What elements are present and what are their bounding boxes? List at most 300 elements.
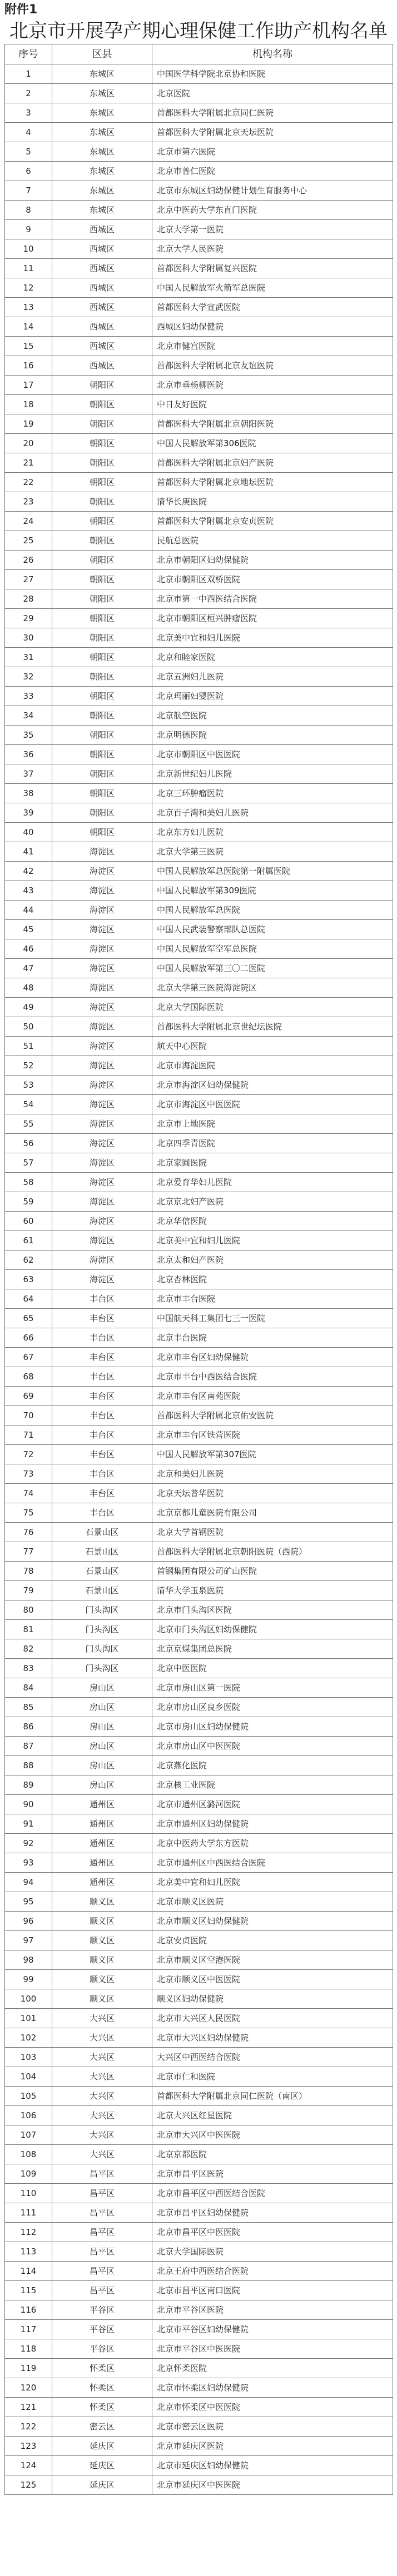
row-index: 40 <box>5 823 52 842</box>
row-district: 昌平区 <box>52 2242 152 2262</box>
table-row <box>5 570 393 589</box>
row-institution-name: 北京市丰台区南苑医院 <box>152 1387 393 1406</box>
row-district: 朝阳区 <box>52 648 152 667</box>
table-row <box>5 726 393 745</box>
row-institution-name: 北京和美妇儿医院 <box>152 1464 393 1484</box>
row-index: 7 <box>5 181 52 201</box>
row-index: 26 <box>5 551 52 570</box>
row-district: 西城区 <box>52 298 152 317</box>
table-row <box>5 648 393 667</box>
row-institution-name: 北京市朝阳区中医医院 <box>152 745 393 764</box>
row-institution-name: 顺义区妇幼保健院 <box>152 1989 393 2009</box>
row-index: 37 <box>5 764 52 784</box>
row-district: 丰台区 <box>52 1387 152 1406</box>
row-index: 107 <box>5 2125 52 2145</box>
row-index: 23 <box>5 492 52 512</box>
row-institution-name: 北京新世纪妇儿医院 <box>152 764 393 784</box>
table-row <box>5 1212 393 1231</box>
table-row <box>5 1542 393 1562</box>
page-title: 北京市开展孕产期心理保健工作助产机构名单 <box>9 20 388 42</box>
row-institution-name: 北京市朝阳区桓兴肿瘤医院 <box>152 609 393 628</box>
row-index: 98 <box>5 1950 52 1970</box>
row-district: 丰台区 <box>52 1503 152 1523</box>
row-institution-name: 北京中医药大学东方医院 <box>152 1834 393 1853</box>
row-institution-name: 北京核工业医院 <box>152 1775 393 1795</box>
table-row <box>5 939 393 959</box>
table-row <box>5 531 393 551</box>
row-district: 通州区 <box>52 1853 152 1873</box>
table-row <box>5 2164 393 2184</box>
row-district: 东城区 <box>52 84 152 103</box>
row-index: 58 <box>5 1173 52 1192</box>
table-row <box>5 1931 393 1950</box>
row-district: 朝阳区 <box>52 823 152 842</box>
row-district: 昌平区 <box>52 2184 152 2203</box>
column-header-index: 序号 <box>5 44 52 64</box>
row-institution-name: 北京市海淀医院 <box>152 1056 393 1076</box>
row-district: 朝阳区 <box>52 589 152 609</box>
row-district: 海淀区 <box>52 978 152 998</box>
row-institution-name: 北京大兴区红星医院 <box>152 2106 393 2125</box>
table-row <box>5 2262 393 2281</box>
row-district: 昌平区 <box>52 2281 152 2300</box>
table-row <box>5 1737 393 1756</box>
row-institution-name: 首钢集团有限公司矿山医院 <box>152 1562 393 1581</box>
row-district: 朝阳区 <box>52 609 152 628</box>
row-index: 57 <box>5 1153 52 1173</box>
table-row <box>5 1406 393 1425</box>
row-district: 西城区 <box>52 337 152 356</box>
row-district: 昌平区 <box>52 2223 152 2242</box>
table-row <box>5 1445 393 1464</box>
row-institution-name: 北京市昌平区中医医院 <box>152 2223 393 2242</box>
row-institution-name: 大兴区中西医结合医院 <box>152 2048 393 2067</box>
row-index: 123 <box>5 2437 52 2456</box>
table-row <box>5 1309 393 1328</box>
row-index: 35 <box>5 726 52 745</box>
row-institution-name: 北京京煤集团总医院 <box>152 1639 393 1659</box>
table-row <box>5 1231 393 1251</box>
row-district: 大兴区 <box>52 2106 152 2125</box>
row-district: 延庆区 <box>52 2437 152 2456</box>
row-district: 朝阳区 <box>52 745 152 764</box>
row-index: 54 <box>5 1095 52 1114</box>
row-index: 51 <box>5 1037 52 1056</box>
row-index: 93 <box>5 1853 52 1873</box>
table-row <box>5 2456 393 2475</box>
row-institution-name: 首都医科大学附属北京友谊医院 <box>152 356 393 376</box>
row-institution-name: 北京丰台医院 <box>152 1328 393 1348</box>
row-index: 20 <box>5 434 52 453</box>
row-index: 33 <box>5 687 52 706</box>
row-index: 99 <box>5 1970 52 1989</box>
table-row <box>5 1620 393 1639</box>
table-row <box>5 1678 393 1698</box>
row-index: 5 <box>5 142 52 162</box>
row-index: 108 <box>5 2145 52 2164</box>
row-institution-name: 北京怀柔医院 <box>152 2359 393 2378</box>
table-row <box>5 978 393 998</box>
row-institution-name: 首都医科大学附属北京朝阳医院（西院） <box>152 1542 393 1562</box>
row-index: 16 <box>5 356 52 376</box>
table-row <box>5 823 393 842</box>
table-row <box>5 181 393 201</box>
row-district: 海淀区 <box>52 1037 152 1056</box>
row-index: 105 <box>5 2087 52 2106</box>
row-district: 大兴区 <box>52 2067 152 2087</box>
row-index: 110 <box>5 2184 52 2203</box>
table-row <box>5 2320 393 2339</box>
table-row <box>5 1659 393 1678</box>
row-index: 24 <box>5 512 52 531</box>
row-institution-name: 北京百子湾和美妇儿医院 <box>152 803 393 823</box>
row-index: 117 <box>5 2320 52 2339</box>
row-index: 103 <box>5 2048 52 2067</box>
row-institution-name: 北京市房山区妇幼保健院 <box>152 1717 393 1737</box>
table-row <box>5 1367 393 1387</box>
row-index: 70 <box>5 1406 52 1425</box>
row-district: 丰台区 <box>52 1445 152 1464</box>
table-row <box>5 1017 393 1037</box>
table-row <box>5 1328 393 1348</box>
row-institution-name: 中国人民解放军火箭军总医院 <box>152 278 393 298</box>
row-index: 17 <box>5 376 52 395</box>
row-district: 西城区 <box>52 278 152 298</box>
row-index: 15 <box>5 337 52 356</box>
row-index: 96 <box>5 1912 52 1931</box>
row-institution-name: 北京市上地医院 <box>152 1114 393 1134</box>
row-district: 大兴区 <box>52 2145 152 2164</box>
row-index: 100 <box>5 1989 52 2009</box>
row-district: 海淀区 <box>52 1056 152 1076</box>
row-institution-name: 中国人民解放军第306医院 <box>152 434 393 453</box>
row-district: 丰台区 <box>52 1289 152 1309</box>
row-district: 海淀区 <box>52 1114 152 1134</box>
row-index: 50 <box>5 1017 52 1037</box>
row-index: 12 <box>5 278 52 298</box>
row-district: 海淀区 <box>52 959 152 978</box>
row-district: 西城区 <box>52 220 152 239</box>
row-district: 怀柔区 <box>52 2378 152 2398</box>
row-district: 海淀区 <box>52 1251 152 1270</box>
row-institution-name: 北京大学第一医院 <box>152 220 393 239</box>
row-institution-name: 北京市通州区中西医结合医院 <box>152 1853 393 1873</box>
table-row <box>5 2203 393 2223</box>
row-district: 海淀区 <box>52 1173 152 1192</box>
row-district: 房山区 <box>52 1775 152 1795</box>
row-institution-name: 北京市顺义区医院 <box>152 1892 393 1912</box>
table-row <box>5 803 393 823</box>
row-index: 118 <box>5 2339 52 2359</box>
row-institution-name: 北京王府中西医结合医院 <box>152 2262 393 2281</box>
row-district: 平谷区 <box>52 2320 152 2339</box>
table-row <box>5 1173 393 1192</box>
row-index: 36 <box>5 745 52 764</box>
row-institution-name: 中国人民武装警察部队总医院 <box>152 920 393 939</box>
row-institution-name: 北京市平谷区中医医院 <box>152 2339 393 2359</box>
row-district: 海淀区 <box>52 1095 152 1114</box>
row-district: 东城区 <box>52 103 152 123</box>
row-index: 39 <box>5 803 52 823</box>
row-district: 石景山区 <box>52 1562 152 1581</box>
row-institution-name: 首都医科大学附属北京安贞医院 <box>152 512 393 531</box>
attachment-label: 附件1 <box>4 3 38 17</box>
table-row <box>5 1795 393 1814</box>
row-index: 63 <box>5 1270 52 1289</box>
row-institution-name: 北京美中宜和妇儿医院 <box>152 1873 393 1892</box>
row-index: 14 <box>5 317 52 337</box>
table-row <box>5 1814 393 1834</box>
table-row <box>5 609 393 628</box>
row-institution-name: 北京市顺义区中医医院 <box>152 1970 393 1989</box>
table-row <box>5 1114 393 1134</box>
table-row <box>5 1892 393 1912</box>
table-row <box>5 998 393 1017</box>
row-institution-name: 北京大学首钢医院 <box>152 1523 393 1542</box>
row-institution-name: 北京大学第三医院海淀院区 <box>152 978 393 998</box>
row-institution-name: 北京大学国际医院 <box>152 2242 393 2262</box>
row-index: 79 <box>5 1581 52 1600</box>
table-row <box>5 2398 393 2417</box>
row-district: 房山区 <box>52 1756 152 1775</box>
row-institution-name: 民航总医院 <box>152 531 393 551</box>
table-row <box>5 2028 393 2048</box>
row-institution-name: 北京杏林医院 <box>152 1270 393 1289</box>
row-district: 海淀区 <box>52 1134 152 1153</box>
table-row <box>5 2184 393 2203</box>
table-row <box>5 278 393 298</box>
table-row <box>5 959 393 978</box>
table-row <box>5 2475 393 2495</box>
row-institution-name: 中国医学科学院北京协和医院 <box>152 64 393 84</box>
row-index: 101 <box>5 2009 52 2028</box>
row-district: 石景山区 <box>52 1542 152 1562</box>
table-row <box>5 1134 393 1153</box>
row-district: 门头沟区 <box>52 1639 152 1659</box>
row-district: 海淀区 <box>52 1212 152 1231</box>
table-row <box>5 1484 393 1503</box>
row-district: 石景山区 <box>52 1523 152 1542</box>
table-row <box>5 298 393 317</box>
row-institution-name: 北京市丰台区铁营医院 <box>152 1425 393 1445</box>
row-district: 东城区 <box>52 123 152 142</box>
row-index: 2 <box>5 84 52 103</box>
row-institution-name: 北京市海淀区中医医院 <box>152 1095 393 1114</box>
table-row <box>5 1639 393 1659</box>
row-institution-name: 首都医科大学附属北京地坛医院 <box>152 473 393 492</box>
row-district: 房山区 <box>52 1678 152 1698</box>
row-district: 丰台区 <box>52 1406 152 1425</box>
row-district: 延庆区 <box>52 2456 152 2475</box>
row-district: 朝阳区 <box>52 628 152 648</box>
row-institution-name: 北京安贞医院 <box>152 1931 393 1950</box>
row-district: 西城区 <box>52 356 152 376</box>
row-district: 通州区 <box>52 1795 152 1814</box>
row-institution-name: 北京市海淀区妇幼保健院 <box>152 1076 393 1095</box>
row-district: 海淀区 <box>52 920 152 939</box>
row-district: 房山区 <box>52 1737 152 1756</box>
row-institution-name: 北京市昌平区中西医结合医院 <box>152 2184 393 2203</box>
row-institution-name: 北京市通州区潞河医院 <box>152 1795 393 1814</box>
row-institution-name: 航天中心医院 <box>152 1037 393 1056</box>
row-district: 顺义区 <box>52 1912 152 1931</box>
row-institution-name: 北京市通州区妇幼保健院 <box>152 1814 393 1834</box>
row-district: 丰台区 <box>52 1464 152 1484</box>
row-institution-name: 北京市大兴区中医医院 <box>152 2125 393 2145</box>
table-row <box>5 1912 393 1931</box>
row-index: 71 <box>5 1425 52 1445</box>
table-row <box>5 589 393 609</box>
row-institution-name: 北京太和妇产医院 <box>152 1251 393 1270</box>
row-district: 朝阳区 <box>52 473 152 492</box>
table-row <box>5 2242 393 2262</box>
row-index: 87 <box>5 1737 52 1756</box>
row-index: 104 <box>5 2067 52 2087</box>
row-district: 昌平区 <box>52 2164 152 2184</box>
row-institution-name: 中国人民解放军第三〇二医院 <box>152 959 393 978</box>
row-index: 43 <box>5 881 52 901</box>
row-index: 74 <box>5 1484 52 1503</box>
row-index: 120 <box>5 2378 52 2398</box>
row-district: 丰台区 <box>52 1348 152 1367</box>
row-index: 11 <box>5 259 52 278</box>
row-district: 西城区 <box>52 259 152 278</box>
row-district: 海淀区 <box>52 901 152 920</box>
row-institution-name: 北京三环肿瘤医院 <box>152 784 393 803</box>
row-institution-name: 北京市平谷区妇幼保健院 <box>152 2320 393 2339</box>
row-district: 平谷区 <box>52 2300 152 2320</box>
table-row <box>5 337 393 356</box>
row-district: 海淀区 <box>52 1076 152 1095</box>
row-institution-name: 北京市房山区第一医院 <box>152 1678 393 1698</box>
row-district: 朝阳区 <box>52 395 152 414</box>
row-institution-name: 北京医院 <box>152 84 393 103</box>
table-row <box>5 687 393 706</box>
row-district: 海淀区 <box>52 881 152 901</box>
table-row <box>5 862 393 881</box>
row-institution-name: 北京大学国际医院 <box>152 998 393 1017</box>
row-index: 18 <box>5 395 52 414</box>
row-index: 69 <box>5 1387 52 1406</box>
table-row <box>5 1387 393 1406</box>
row-district: 西城区 <box>52 317 152 337</box>
table-row <box>5 1095 393 1114</box>
table-row <box>5 2437 393 2456</box>
row-institution-name: 北京东方妇儿医院 <box>152 823 393 842</box>
row-district: 朝阳区 <box>52 512 152 531</box>
row-index: 65 <box>5 1309 52 1328</box>
row-index: 52 <box>5 1056 52 1076</box>
row-institution-name: 中国人民解放军第307医院 <box>152 1445 393 1464</box>
row-index: 25 <box>5 531 52 551</box>
row-institution-name: 北京中医药大学东直门医院 <box>152 201 393 220</box>
row-district: 门头沟区 <box>52 1620 152 1639</box>
row-index: 125 <box>5 2475 52 2495</box>
row-institution-name: 北京市健宫医院 <box>152 337 393 356</box>
table-row <box>5 881 393 901</box>
row-institution-name: 中日友好医院 <box>152 395 393 414</box>
row-index: 90 <box>5 1795 52 1814</box>
table-row <box>5 2339 393 2359</box>
row-index: 82 <box>5 1639 52 1659</box>
column-header-institution: 机构名称 <box>152 44 393 64</box>
row-institution-name: 北京市怀柔区妇幼保健院 <box>152 2378 393 2398</box>
row-index: 114 <box>5 2262 52 2281</box>
table-row <box>5 2300 393 2320</box>
row-institution-name: 北京美中宜和妇儿医院 <box>152 1231 393 1251</box>
row-index: 6 <box>5 162 52 181</box>
row-district: 海淀区 <box>52 842 152 862</box>
row-institution-name: 北京京北妇产医院 <box>152 1192 393 1212</box>
row-institution-name: 北京市丰台医院 <box>152 1289 393 1309</box>
table-row <box>5 1348 393 1367</box>
table-row <box>5 220 393 239</box>
row-institution-name: 北京市顺义区空港医院 <box>152 1950 393 1970</box>
row-district: 顺义区 <box>52 1931 152 1950</box>
row-index: 47 <box>5 959 52 978</box>
row-district: 东城区 <box>52 162 152 181</box>
table-row <box>5 628 393 648</box>
row-institution-name: 北京市延庆区妇幼保健院 <box>152 2456 393 2475</box>
row-district: 顺义区 <box>52 1892 152 1912</box>
row-index: 89 <box>5 1775 52 1795</box>
row-institution-name: 北京市仁和医院 <box>152 2067 393 2087</box>
row-institution-name: 北京市昌平区南口医院 <box>152 2281 393 2300</box>
row-institution-name: 北京市门头沟区妇幼保健院 <box>152 1620 393 1639</box>
row-institution-name: 首都医科大学附属北京妇产医院 <box>152 453 393 473</box>
row-district: 海淀区 <box>52 1270 152 1289</box>
row-institution-name: 北京燕化医院 <box>152 1756 393 1775</box>
row-index: 38 <box>5 784 52 803</box>
row-index: 9 <box>5 220 52 239</box>
row-index: 41 <box>5 842 52 862</box>
row-institution-name: 北京航空医院 <box>152 706 393 726</box>
row-index: 113 <box>5 2242 52 2262</box>
row-institution-name: 中国人民解放军空军总医院 <box>152 939 393 959</box>
row-district: 大兴区 <box>52 2048 152 2067</box>
table-row <box>5 1775 393 1795</box>
row-institution-name: 首都医科大学附属北京朝阳医院 <box>152 414 393 434</box>
row-index: 116 <box>5 2300 52 2320</box>
row-district: 朝阳区 <box>52 687 152 706</box>
row-district: 怀柔区 <box>52 2398 152 2417</box>
row-district: 海淀区 <box>52 1231 152 1251</box>
row-index: 102 <box>5 2028 52 2048</box>
row-institution-name: 中国人民解放军第309医院 <box>152 881 393 901</box>
table-row <box>5 434 393 453</box>
table-row <box>5 1717 393 1737</box>
row-institution-name: 北京市门头沟区医院 <box>152 1600 393 1620</box>
table-row <box>5 356 393 376</box>
row-index: 46 <box>5 939 52 959</box>
table-row <box>5 2378 393 2398</box>
row-index: 88 <box>5 1756 52 1775</box>
row-index: 34 <box>5 706 52 726</box>
row-index: 78 <box>5 1562 52 1581</box>
row-institution-name: 西城区妇幼保健院 <box>152 317 393 337</box>
row-index: 121 <box>5 2398 52 2417</box>
row-district: 顺义区 <box>52 1989 152 2009</box>
row-index: 77 <box>5 1542 52 1562</box>
row-index: 66 <box>5 1328 52 1348</box>
row-district: 大兴区 <box>52 2125 152 2145</box>
table-row <box>5 2048 393 2067</box>
row-district: 朝阳区 <box>52 764 152 784</box>
table-row <box>5 1076 393 1095</box>
row-index: 111 <box>5 2203 52 2223</box>
table-row <box>5 1523 393 1542</box>
table-row <box>5 784 393 803</box>
